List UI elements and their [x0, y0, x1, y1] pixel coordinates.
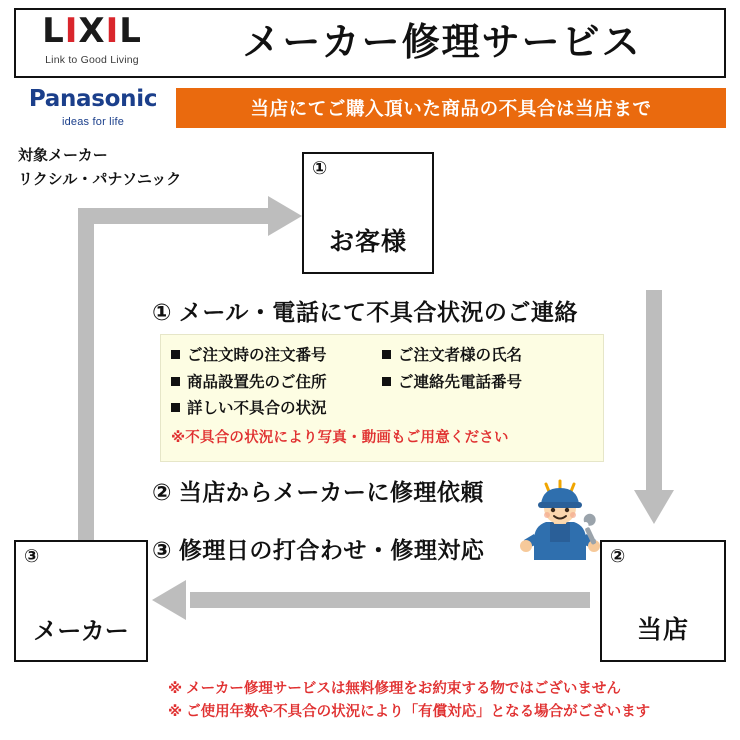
list-item-label: ご注文時の注文番号	[187, 347, 327, 364]
list-item-label: ご連絡先電話番号	[398, 373, 523, 391]
arrow-top-horizontal	[78, 208, 282, 224]
required-info-note	[160, 334, 604, 462]
arrow-left-vertical	[78, 208, 94, 548]
list-item-label: ご注文者様の氏名	[398, 347, 523, 364]
node-customer-label: お客様	[328, 228, 407, 256]
list-item-label: 商品設置先のご住所	[187, 373, 327, 391]
bullet-square-icon	[171, 350, 180, 359]
maker-target-text	[18, 144, 248, 192]
bullet-square-icon	[171, 403, 180, 412]
node-maker	[14, 540, 148, 662]
footer-note-2: ※ ご使用年数や不具合の状況により「有償対応」となる場合がございます	[168, 704, 651, 721]
list-item	[171, 396, 593, 423]
node-customer	[302, 152, 434, 274]
required-info-list	[171, 343, 593, 423]
node-shop-label: 当店	[636, 616, 689, 644]
list-item	[171, 370, 382, 397]
arrow-head-to-shop-icon	[634, 490, 674, 524]
note-red-text: ※不具合の状況により写真・動画もご用意ください	[171, 429, 509, 446]
orange-banner: 当店にてご購入頂いた商品の不具合は当店まで	[176, 88, 726, 128]
arrow-bottom-horizontal	[190, 592, 590, 608]
bullet-square-icon	[382, 377, 391, 386]
panasonic-wordmark: Panasonic	[28, 86, 158, 112]
arrow-head-to-maker-icon	[152, 580, 186, 620]
node-maker-number: ③	[24, 546, 40, 566]
node-shop	[600, 540, 726, 662]
node-shop-number: ②	[610, 546, 626, 566]
bullet-square-icon	[171, 377, 180, 386]
lixil-wordmark: LIXIL	[42, 11, 142, 51]
step-1-text: ① メール・電話にて不具合状況のご連絡	[152, 299, 578, 325]
maker-target-line1: 対象メーカー	[18, 147, 108, 164]
lixil-logo	[22, 11, 162, 66]
bullet-square-icon	[382, 350, 391, 359]
maker-target-line2: リクシル・パナソニック	[18, 171, 182, 188]
arrow-head-to-customer-icon	[268, 196, 302, 236]
footer-note-1: ※ メーカー修理サービスは無料修理をお約束する物ではございません	[168, 681, 621, 697]
node-customer-number: ①	[312, 158, 328, 178]
step-3-text: ③ 修理日の打合わせ・修理対応	[152, 537, 485, 563]
step-2-text: ② 当店からメーカーに修理依頼	[152, 479, 484, 505]
node-maker-label: メーカー	[33, 618, 129, 645]
list-item	[382, 343, 593, 370]
list-item	[382, 370, 593, 397]
lixil-tagline: Link to Good Living	[45, 54, 139, 66]
page-title: メーカー修理サービス	[242, 22, 642, 64]
panasonic-tagline: ideas for life	[61, 116, 125, 128]
arrow-right-vertical	[646, 290, 662, 498]
list-item	[171, 343, 382, 370]
worker-illustration-icon	[510, 468, 606, 560]
footer-notes	[168, 678, 728, 725]
panasonic-logo	[22, 88, 164, 128]
list-item-label: 詳しい不具合の状況	[187, 400, 327, 418]
